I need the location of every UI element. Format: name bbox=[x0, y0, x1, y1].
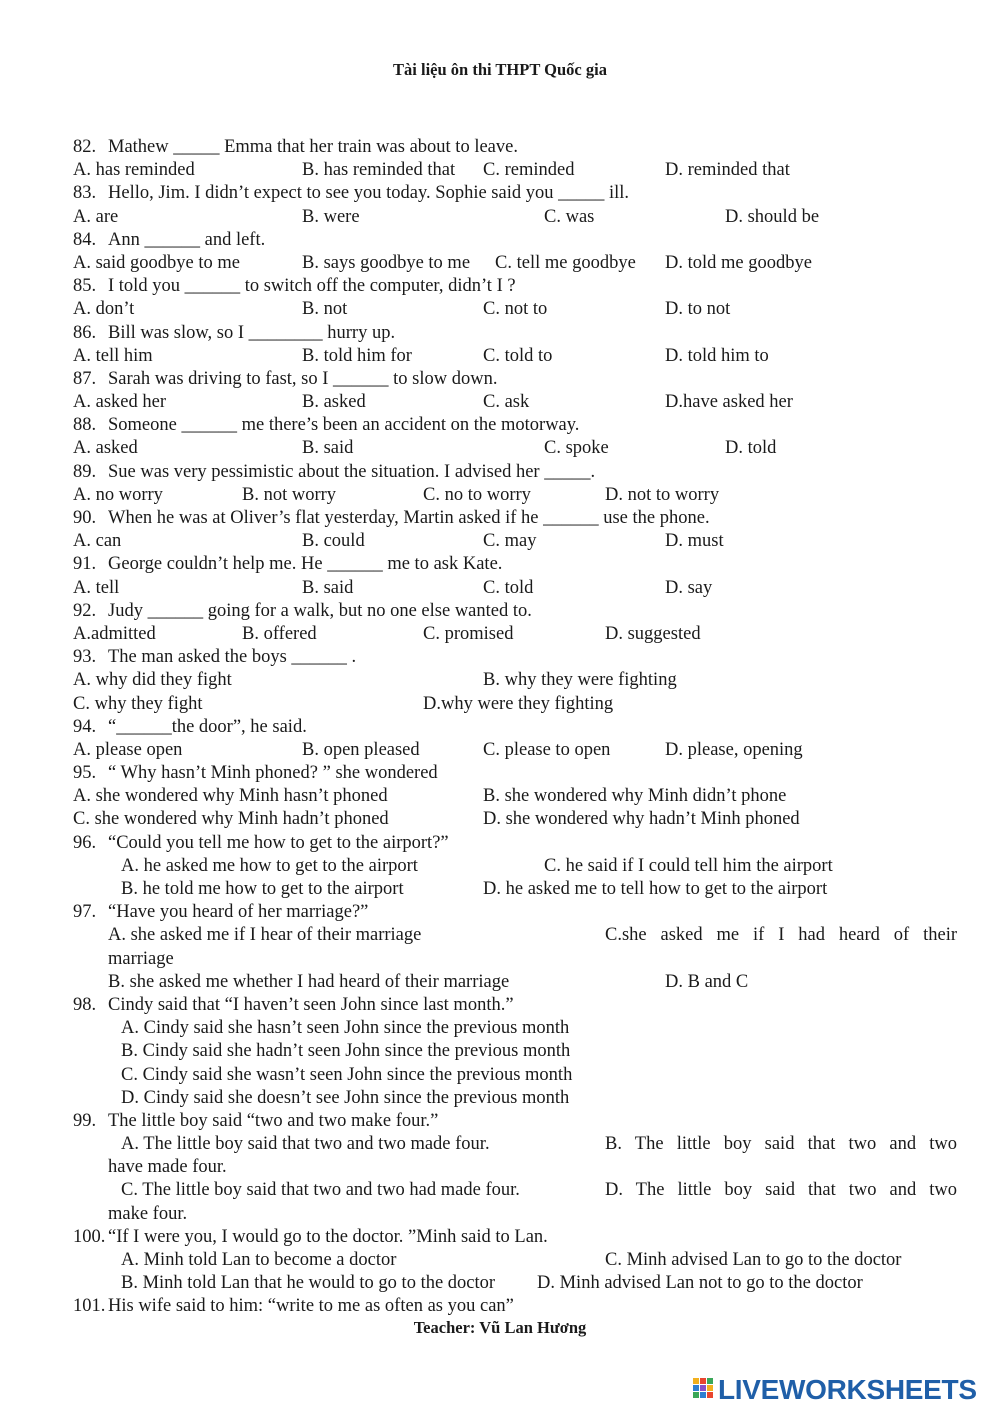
question-number: 86. bbox=[73, 322, 97, 343]
question-number: 87. bbox=[73, 368, 97, 389]
question-98 bbox=[73, 994, 957, 1017]
question-text: His wife said to him: “write to me as often as you can” bbox=[108, 1296, 514, 1317]
question-text: The little boy said “two and two make four.” bbox=[108, 1110, 439, 1131]
options-row bbox=[73, 298, 957, 321]
option-continuation bbox=[73, 1156, 957, 1179]
question-number: 97. bbox=[73, 902, 97, 923]
option-b[interactable]: B. asked bbox=[302, 392, 366, 413]
question-number: 94. bbox=[73, 716, 97, 737]
question-text: Someone ______ me there’s been an accident on the motorway. bbox=[108, 415, 580, 436]
options-row bbox=[73, 808, 957, 831]
option-d[interactable]: D. to not bbox=[665, 299, 731, 320]
option-c[interactable]: C. told to bbox=[483, 345, 553, 366]
question-text: Bill was slow, so I ________ hurry up. bbox=[108, 322, 396, 343]
question-number: 89. bbox=[73, 461, 97, 482]
question-86 bbox=[73, 322, 957, 345]
question-text: I told you ______ to switch off the computer, didn’t I ? bbox=[108, 276, 516, 297]
option-c[interactable]: C. promised bbox=[423, 623, 514, 644]
option-a[interactable]: A. tell bbox=[73, 577, 120, 598]
options-row bbox=[73, 855, 957, 878]
options-row bbox=[73, 206, 957, 229]
option-b-continued: have made four. bbox=[108, 1157, 227, 1178]
option-b[interactable]: B. says goodbye to me bbox=[302, 252, 471, 273]
question-text: “Could you tell me how to get to the airport?” bbox=[108, 832, 449, 853]
option-a[interactable]: A. he asked me how to get to the airport bbox=[121, 855, 418, 876]
liveworksheets-logo-icon bbox=[692, 1377, 716, 1403]
option-b[interactable]: B. could bbox=[302, 531, 365, 552]
option-d[interactable]: D. he asked me to tell how to get to the airport bbox=[483, 879, 828, 899]
option-a[interactable]: A. she asked me if I hear of their marriage bbox=[108, 925, 422, 946]
options-row bbox=[73, 971, 957, 994]
teacher-name: Teacher: Vũ Lan Hương bbox=[413, 1318, 587, 1337]
options-row bbox=[73, 669, 957, 692]
option-a[interactable]: A. asked her bbox=[73, 392, 166, 413]
question-text: Hello, Jim. I didn’t expect to see you today. Sophie said you _____ ill. bbox=[108, 183, 630, 204]
question-94 bbox=[73, 716, 957, 739]
question-100 bbox=[73, 1226, 957, 1249]
options-row bbox=[73, 693, 957, 716]
option-c[interactable]: C. told bbox=[483, 577, 534, 598]
option-d[interactable]: D.have asked her bbox=[665, 392, 793, 413]
liveworksheets-brand[interactable] bbox=[692, 1373, 977, 1407]
option-a[interactable]: A. tell him bbox=[73, 345, 153, 366]
question-text: “If I were you, I would go to the doctor. ”Minh said to Lan. bbox=[108, 1226, 548, 1247]
options-row bbox=[73, 623, 957, 646]
option-a[interactable]: A. said goodbye to me bbox=[73, 252, 240, 273]
option-c[interactable]: C. may bbox=[483, 531, 537, 552]
question-96 bbox=[73, 832, 957, 855]
option-d[interactable]: D. B and C bbox=[665, 971, 749, 992]
question-101 bbox=[73, 1295, 957, 1318]
option-d[interactable]: D. say bbox=[665, 577, 713, 598]
option-d[interactable]: D. reminded that bbox=[665, 160, 790, 181]
question-95 bbox=[73, 762, 957, 785]
options-row bbox=[73, 159, 957, 182]
option-b[interactable]: B. open pleased bbox=[302, 739, 420, 760]
option-d[interactable]: D. must bbox=[665, 531, 724, 552]
question-number: 92. bbox=[73, 600, 97, 621]
question-number: 99. bbox=[73, 1110, 97, 1131]
question-number: 83. bbox=[73, 183, 97, 204]
options-row bbox=[73, 1179, 957, 1202]
options-row bbox=[73, 577, 957, 600]
question-text: When he was at Oliver’s flat yesterday, Martin asked if he ______ use the phone. bbox=[108, 508, 710, 528]
option-a[interactable]: A. she wondered why Minh hasn’t phoned bbox=[73, 786, 388, 807]
option-b[interactable]: B. said bbox=[302, 438, 354, 459]
option-b[interactable]: B. she wondered why Minh didn’t phone bbox=[483, 786, 787, 807]
options-row bbox=[73, 924, 957, 947]
option-c[interactable]: C. no to worry bbox=[423, 484, 531, 505]
options-row bbox=[73, 345, 957, 368]
option-d[interactable]: D. should be bbox=[725, 206, 820, 227]
options-row bbox=[73, 1040, 957, 1063]
option-b[interactable]: B. told him for bbox=[302, 345, 412, 366]
option-a[interactable]: A. has reminded bbox=[73, 160, 195, 181]
options-row bbox=[73, 391, 957, 414]
question-88 bbox=[73, 414, 957, 437]
option-a[interactable]: A. are bbox=[73, 206, 119, 227]
option-a[interactable]: A. asked bbox=[73, 438, 138, 459]
question-text: George couldn’t help me. He ______ me to ask Kate. bbox=[108, 554, 503, 575]
option-c[interactable]: C. The little boy said that two and two had made four. bbox=[121, 1180, 520, 1201]
question-number: 84. bbox=[73, 229, 97, 250]
option-d[interactable]: D. told bbox=[725, 438, 777, 459]
option-a[interactable]: A. The little boy said that two and two made four. bbox=[121, 1134, 490, 1155]
option-c[interactable]: C. was bbox=[544, 206, 595, 227]
question-87 bbox=[73, 368, 957, 391]
options-row bbox=[73, 785, 957, 808]
option-b[interactable]: B. offered bbox=[242, 623, 317, 644]
question-text: “Have you heard of her marriage?” bbox=[108, 902, 369, 923]
options-row bbox=[73, 1087, 957, 1110]
question-93 bbox=[73, 646, 957, 669]
question-97 bbox=[73, 901, 957, 924]
question-83 bbox=[73, 182, 957, 205]
question-number: 85. bbox=[73, 276, 97, 297]
question-text: Judy ______ going for a walk, but no one else wanted to. bbox=[108, 600, 532, 621]
question-text: Cindy said that “I haven’t seen John since last month.” bbox=[108, 994, 514, 1015]
option-b[interactable]: B. why they were fighting bbox=[483, 670, 677, 691]
options-row bbox=[73, 1249, 957, 1272]
option-d[interactable]: D. Minh advised Lan not to go to the doctor bbox=[537, 1273, 863, 1294]
question-89 bbox=[73, 461, 957, 484]
option-c[interactable]: C. she wondered why Minh hadn’t phoned bbox=[73, 809, 389, 830]
option-d[interactable]: D. Cindy said she doesn’t see John since the previous month bbox=[121, 1087, 570, 1108]
question-text: “______the door”, he said. bbox=[108, 716, 307, 737]
options-row bbox=[73, 1133, 957, 1156]
option-c[interactable]: C. spoke bbox=[544, 438, 609, 459]
option-continuation bbox=[73, 1203, 957, 1226]
options-row bbox=[73, 1272, 957, 1295]
option-d[interactable]: D. please, opening bbox=[665, 739, 803, 760]
question-85 bbox=[73, 275, 957, 298]
option-b[interactable]: B. not worry bbox=[242, 484, 337, 505]
options-row bbox=[73, 878, 957, 901]
option-c[interactable]: C. please to open bbox=[483, 739, 611, 760]
question-90 bbox=[73, 507, 957, 530]
option-continuation bbox=[73, 948, 957, 971]
question-number: 90. bbox=[73, 508, 97, 528]
option-b[interactable]: B. Cindy said she hadn’t seen John since the previous month bbox=[121, 1041, 571, 1062]
option-c-continued: marriage bbox=[108, 948, 174, 969]
option-a[interactable]: A. can bbox=[73, 531, 122, 552]
options-row bbox=[73, 530, 957, 553]
question-82 bbox=[73, 136, 957, 159]
option-b[interactable]: B. has reminded that bbox=[302, 160, 456, 181]
option-d[interactable]: D. not to worry bbox=[605, 484, 720, 505]
question-91 bbox=[73, 553, 957, 576]
options-row bbox=[73, 1017, 957, 1040]
option-a[interactable]: A. why did they fight bbox=[73, 670, 232, 691]
question-number: 96. bbox=[73, 832, 97, 853]
page-footer bbox=[0, 1318, 1000, 1338]
option-b[interactable]: B. he told me how to get to the airport bbox=[121, 879, 404, 899]
question-number: 91. bbox=[73, 554, 97, 575]
question-number: 88. bbox=[73, 415, 97, 436]
question-text: Mathew _____ Emma that her train was about to leave. bbox=[108, 137, 518, 157]
option-b[interactable]: B. were bbox=[302, 206, 360, 227]
question-number: 101. bbox=[73, 1296, 106, 1317]
options-row bbox=[73, 437, 957, 460]
option-c[interactable]: C.she asked me if I had heard of their bbox=[605, 925, 957, 946]
option-b[interactable]: B. said bbox=[302, 577, 354, 598]
option-c[interactable]: C. he said if I could tell him the airport bbox=[544, 855, 833, 876]
option-d[interactable]: D. she wondered why hadn’t Minh phoned bbox=[483, 809, 800, 830]
question-number: 93. bbox=[73, 647, 97, 668]
document-title: Tài liệu ôn thi THPT Quốc gia bbox=[393, 60, 607, 79]
option-c[interactable]: C. reminded bbox=[483, 160, 575, 181]
question-text: “ Why hasn’t Minh phoned? ” she wondered bbox=[108, 763, 438, 784]
option-c[interactable]: C. ask bbox=[483, 392, 530, 413]
option-a[interactable]: A. no worry bbox=[73, 484, 163, 505]
question-text: Ann ______ and left. bbox=[108, 229, 266, 250]
options-row bbox=[73, 1064, 957, 1087]
option-c[interactable]: C. not to bbox=[483, 299, 548, 320]
question-99 bbox=[73, 1110, 957, 1133]
option-a[interactable]: A. please open bbox=[73, 739, 183, 760]
question-number: 95. bbox=[73, 763, 97, 784]
options-row bbox=[73, 484, 957, 507]
option-d[interactable]: D. told me goodbye bbox=[665, 252, 812, 273]
question-list bbox=[73, 136, 957, 1319]
page-header bbox=[0, 60, 1000, 80]
question-number: 82. bbox=[73, 137, 97, 157]
options-row bbox=[73, 252, 957, 275]
option-b[interactable]: B. Minh told Lan that he would to go to the doctor bbox=[121, 1273, 496, 1294]
option-d[interactable]: D. The little boy said that two and two bbox=[605, 1180, 957, 1201]
option-a[interactable]: A. don’t bbox=[73, 299, 135, 320]
question-92 bbox=[73, 600, 957, 623]
option-d[interactable]: D.why were they fighting bbox=[423, 693, 614, 714]
option-c[interactable]: C. tell me goodbye bbox=[495, 252, 636, 273]
question-number: 100. bbox=[73, 1226, 106, 1247]
option-b[interactable]: B. not bbox=[302, 299, 348, 320]
option-a[interactable]: A. Cindy said she hasn’t seen John since the previous month bbox=[121, 1018, 570, 1039]
option-c[interactable]: C. Cindy said she wasn’t seen John since the previous month bbox=[121, 1064, 573, 1085]
question-text: Sue was very pessimistic about the situation. I advised her _____. bbox=[108, 461, 596, 482]
option-b[interactable]: B. The little boy said that two and two bbox=[605, 1134, 957, 1155]
option-b[interactable]: B. she asked me whether I had heard of their marriage bbox=[108, 971, 510, 992]
option-c[interactable]: C. why they fight bbox=[73, 693, 203, 714]
question-number: 98. bbox=[73, 994, 97, 1015]
option-d[interactable]: D. told him to bbox=[665, 345, 769, 366]
option-a[interactable]: A. Minh told Lan to become a doctor bbox=[121, 1250, 397, 1270]
liveworksheets-wordmark: LIVEWORKSHEETS bbox=[718, 1374, 977, 1405]
option-d-continued: make four. bbox=[108, 1203, 188, 1224]
question-84 bbox=[73, 229, 957, 252]
options-row bbox=[73, 739, 957, 762]
option-d[interactable]: D. suggested bbox=[605, 623, 701, 644]
option-a[interactable]: A.admitted bbox=[73, 623, 156, 644]
option-c[interactable]: C. Minh advised Lan to go to the doctor bbox=[605, 1250, 902, 1270]
question-text: Sarah was driving to fast, so I ______ to slow down. bbox=[108, 368, 498, 389]
question-text: The man asked the boys ______ . bbox=[108, 647, 357, 668]
